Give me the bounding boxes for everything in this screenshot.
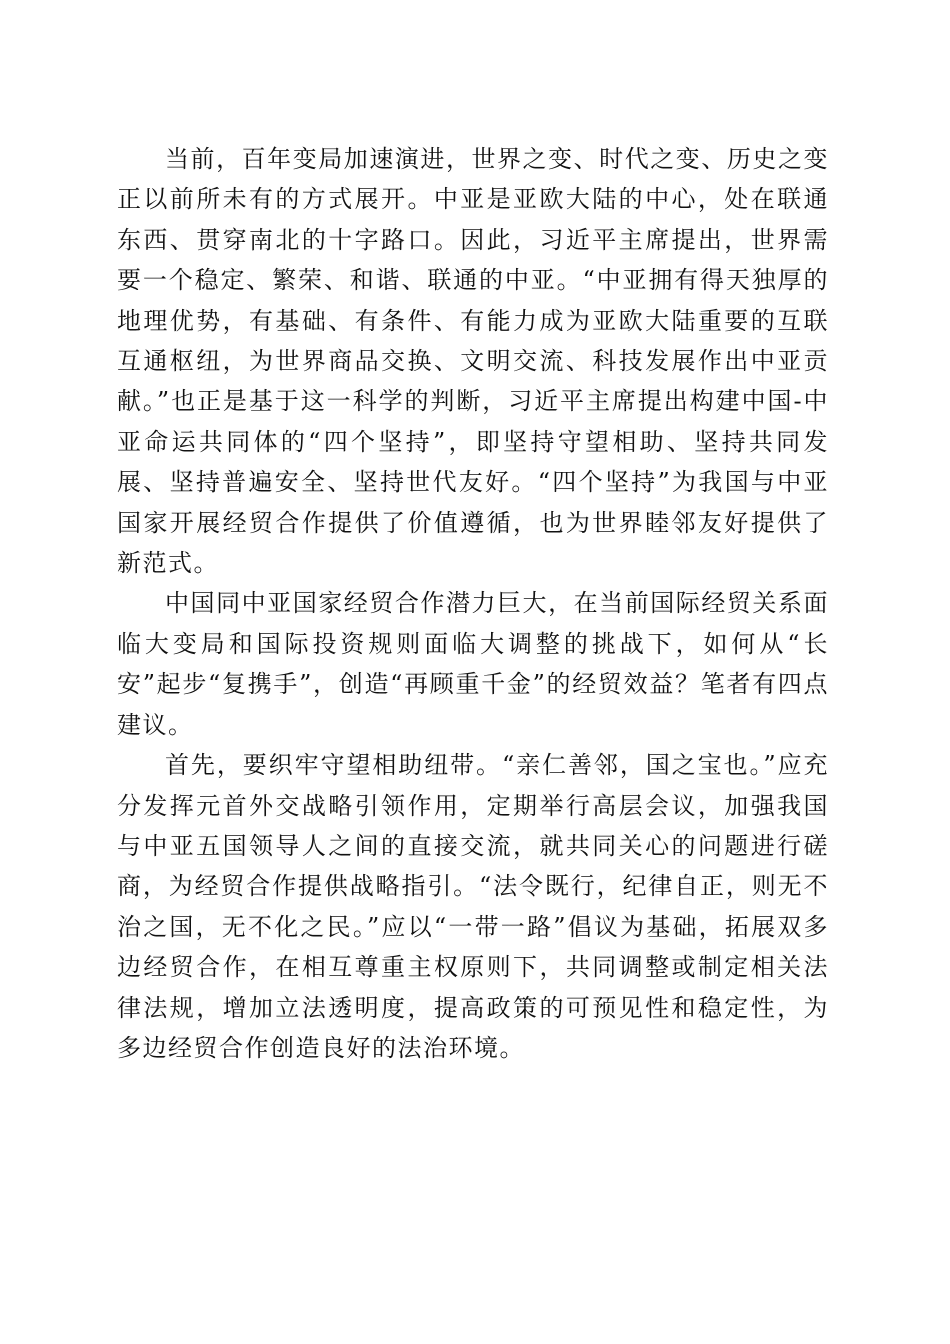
paragraph-3: 首先，要织牢守望相助纽带。“亲仁善邻，国之宝也。”应充分发挥元首外交战略引领作用，定期举行高层会议，加强我国与中亚五国领导人之间的直接交流，就共同关心的问题进行磋商，为经贸合作提供战略指引。“法令既行，纪律自正，则无不治之国，无不化之民。”应以“一带一路”倡议为基础，拓展双多边经贸合作，在相互尊重主权原则下，共同调整或制定相关法律法规，增加立法透明度，提高政策的可预见性和稳定性，为多边经贸合作创造良好的法治环境。 [117,751,829,1062]
paragraph-2: 中国同中亚国家经贸合作潜力巨大，在当前国际经贸关系面临大变局和国际投资规则面临大调整的挑战下，如何从“长安”起步“复携手”，创造“再顾重千金”的经贸效益？笔者有四点建议。 [117,589,829,739]
paragraph-1: 当前，百年变局加速演进，世界之变、时代之变、历史之变正以前所未有的方式展开。中亚是亚欧大陆的中心，处在联通东西、贯穿南北的十字路口。因此，习近平主席提出，世界需要一个稳定、繁荣、和谐、联通的中亚。“中亚拥有得天独厚的地理优势，有基础、有条件、有能力成为亚欧大陆重要的互联互通枢纽，为世界商品交换、文明交流、科技发展作出中亚贡献。”也正是基于这一科学的判断，习近平主席提出构建中国-中亚命运共同体的“四个坚持”，即坚持守望相助、坚持共同发展、坚持普遍安全、坚持世代友好。“四个坚持”为我国与中亚国家开展经贸合作提供了价值遵循，也为世界睦邻友好提供了新范式。 [117,145,829,578]
article-body [117,139,829,1068]
